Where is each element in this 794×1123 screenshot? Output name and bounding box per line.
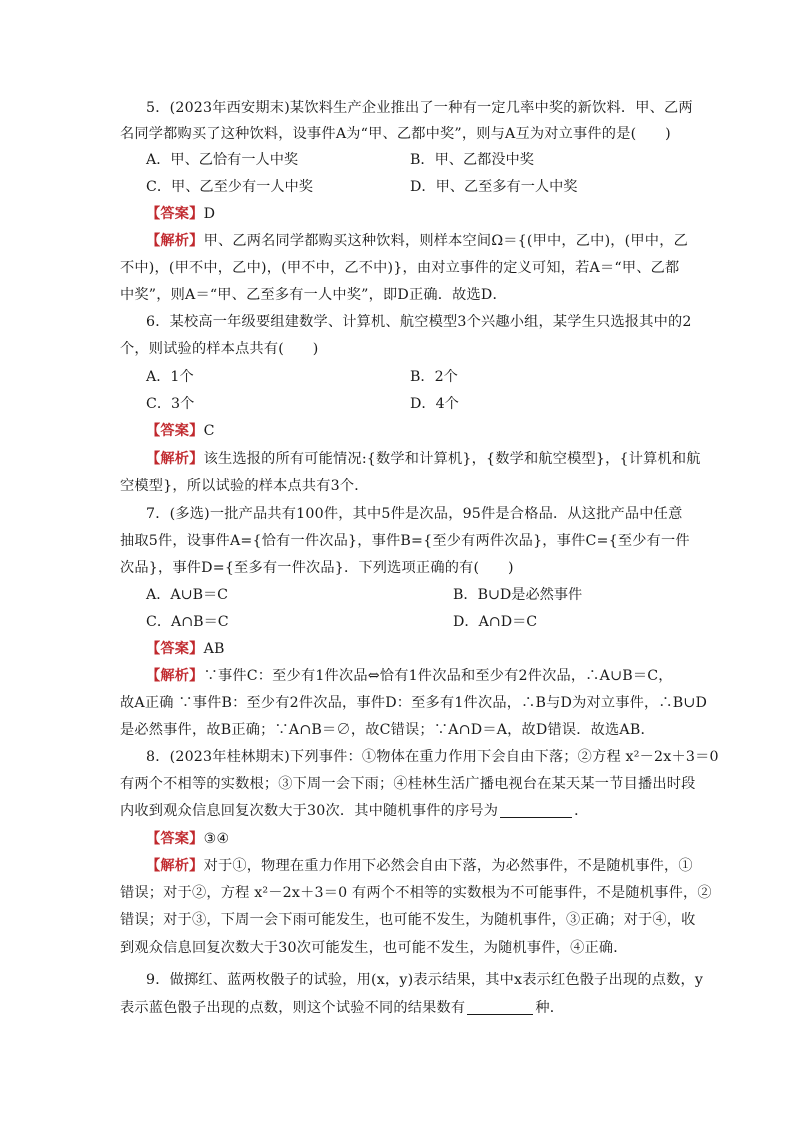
q9-stem-line-1: 9．做掷红、蓝两枚骰子的试验，用(x，y)表示结果，其中x表示红色骰子出现的点数，y — [146, 972, 704, 988]
q7-answer — [146, 636, 706, 662]
q8-stem-line-3 — [120, 798, 680, 824]
q5-stem-line-1: 5．(2023年西安期末)某饮料生产企业推出了一种有一定几率中奖的新饮料．甲、乙两 — [146, 100, 693, 116]
q8-analysis-line-1 — [146, 853, 706, 879]
q7-analysis-line-3: 是必然事件，故B正确；∵A∩B＝∅，故C错误；∵A∩D＝A，故D错误．故选AB． — [120, 722, 655, 738]
q6-option-c: C．3个 — [146, 396, 195, 412]
analysis-tag: 【解析】 — [146, 858, 204, 874]
analysis-tag: 【解析】 — [146, 233, 204, 249]
answer-tag: 【答案】 — [146, 831, 204, 847]
q5-analysis-line-3: 中奖”，则A＝“甲、乙至多有一人中奖”，即D正确．故选D． — [120, 287, 507, 303]
q8-stem-text: 内收到观众信息回复次数大于30次．其中随机事件的序号为 — [120, 803, 499, 819]
answer-value: C — [203, 423, 215, 439]
answer-tag: 【答案】 — [146, 641, 204, 657]
q6-option-b: B．2个 — [410, 369, 458, 385]
analysis-tag: 【解析】 — [146, 451, 204, 467]
q5-option-a: A．甲、乙恰有一人中奖 — [146, 152, 299, 168]
q6-stem-line-2: 个，则试验的样本点共有( ) — [120, 341, 319, 357]
q6-analysis-line-1 — [146, 446, 706, 472]
q6-analysis-line-2: 空模型}，所以试验的样本点共有3个． — [120, 478, 369, 494]
q8-analysis-line-3: 错误；对于③，下周一会下雨可能发生，也可能不发生，为随机事件，③正确；对于④，收 — [120, 912, 696, 928]
q8-stem-line-2: 有两个不相等的实数根；③下周一会下雨；④桂林生活广播电视台在某天某一节目播出时段 — [120, 776, 696, 792]
answer-value: AB — [203, 641, 225, 657]
q5-answer — [146, 201, 706, 227]
q7-stem-line-2: 抽取5件，设事件A={恰有一件次品}，事件B={至少有两件次品}，事件C={至少有一件 — [120, 533, 690, 549]
q8-answer — [146, 826, 706, 852]
q8-stem-line-1: 8．(2023年桂林期末)下列事件：①物体在重力作用下会自由下落；②方程 x²－2x＋3＝0 — [146, 749, 719, 765]
q6-option-a: A．1个 — [146, 369, 194, 385]
fill-in-blank[interactable] — [467, 998, 533, 1015]
q7-option-b: B．B∪D是必然事件 — [453, 587, 583, 603]
fill-in-blank[interactable] — [500, 801, 572, 818]
answer-value: D — [203, 206, 216, 222]
q7-option-a: A．A∪B＝C — [146, 587, 229, 603]
answer-tag: 【答案】 — [146, 423, 204, 439]
q7-analysis-line-1 — [146, 663, 706, 689]
q8-analysis-line-4: 到观众信息回复次数大于30次可能发生，也可能不发生，为随机事件，④正确． — [120, 940, 628, 956]
answer-tag: 【答案】 — [146, 206, 204, 222]
q7-stem-line-3: 次品}，事件D={至多有一件次品}．下列选项正确的有( ) — [120, 560, 514, 576]
q7-stem-line-1: 7．(多选)一批产品共有100件，其中5件是次品，95件是合格品．从这批产品中任意 — [146, 506, 683, 522]
q5-analysis-line-2: 不中)，(甲不中，乙中)，(甲不中，乙不中)}，由对立事件的定义可知，若A＝“甲、乙都 — [120, 260, 680, 276]
q7-option-c: C．A∩B＝C — [146, 614, 229, 630]
analysis-text: 该生选报的所有可能情况:{数学和计算机}，{数学和航空模型}，{计算机和航 — [203, 451, 701, 467]
q9-stem-text: 表示蓝色骰子出现的点数，则这个试验不同的结果数有 — [120, 1000, 466, 1016]
analysis-tag: 【解析】 — [146, 668, 204, 684]
q5-option-b: B．甲、乙都没中奖 — [410, 152, 534, 168]
analysis-text: ∵事件C：至少有1件次品⇔恰有1件次品和至少有2件次品，∴A∪B＝C， — [203, 668, 673, 684]
q9-stem-end: 种． — [535, 1000, 565, 1016]
q5-analysis-line-1 — [146, 228, 706, 254]
q7-option-d: D．A∩D＝C — [453, 614, 538, 630]
q5-option-d: D．甲、乙至多有一人中奖 — [410, 179, 578, 195]
q5-option-c: C．甲、乙至少有一人中奖 — [146, 179, 313, 195]
q8-stem-end: ． — [574, 803, 589, 819]
q7-analysis-line-2: 故A正确 ∵事件B：至少有2件次品，事件D：至多有1件次品，∴B与D为对立事件，∴B∪D — [120, 695, 708, 711]
q5-stem-line-2: 名同学都购买了这种饮料，设事件A为“甲、乙都中奖”，则与A互为对立事件的是( ) — [120, 126, 671, 142]
answer-value: ③④ — [203, 831, 230, 847]
q6-option-d: D．4个 — [410, 396, 459, 412]
q9-stem-line-2 — [120, 995, 680, 1021]
analysis-text: 甲、乙两名同学都购买这种饮料，则样本空间Ω＝{(甲中，乙中)，(甲中，乙 — [203, 233, 688, 249]
q6-stem-line-1: 6．某校高一年级要组建数学、计算机、航空模型3个兴趣小组，某学生只选报其中的2 — [146, 314, 692, 330]
analysis-text: 对于①，物理在重力作用下必然会自由下落，为必然事件，不是随机事件，① — [203, 858, 693, 874]
q8-analysis-line-2: 错误；对于②，方程 x²－2x＋3＝0 有两个不相等的实数根为不可能事件，不是随机事件，② — [120, 885, 712, 901]
q6-answer — [146, 418, 706, 444]
